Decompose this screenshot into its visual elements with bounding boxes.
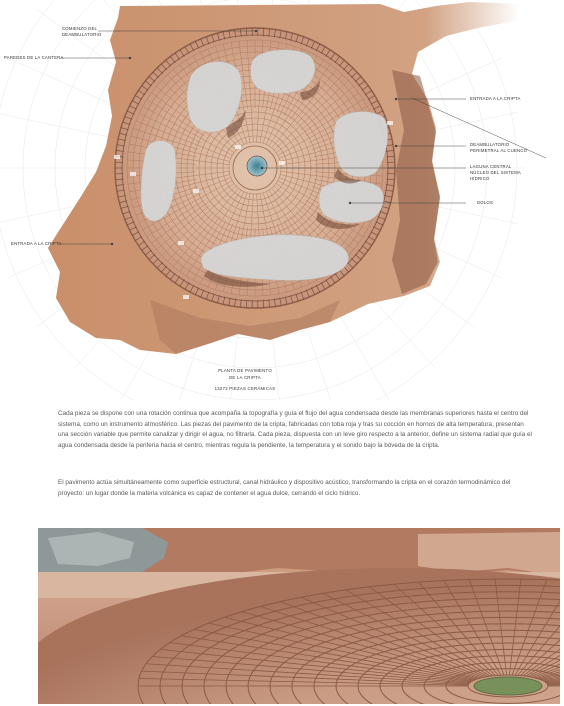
label-perimeter-line2: PERIMETRAL AL CUENCO <box>470 147 528 153</box>
body-paragraph-2: El pavimento actúa simultáneamente como superficie estructural, canal hidráulico y dispositivo acústico, transformando la cripta en el corazón termodinámico del proyecto: un lugar donde la materia volcánica es capaz de contener el agua dulce, cerrando el ciclo hídrico. <box>58 479 511 497</box>
crypt-render-image <box>38 528 560 704</box>
label-dolos: DOLOS <box>477 200 494 205</box>
label-ambulatory-start <box>62 26 101 38</box>
render-lagoon <box>474 677 542 695</box>
caption-line1: PLANTA DE PAVIMENTO <box>218 368 272 373</box>
label-ambulatory-start-line2: DEAMBULATORIO <box>62 31 102 37</box>
label-quarry-walls: PAREDES DE LA CANTERA <box>4 55 64 60</box>
grid-ray <box>8 58 118 107</box>
grid-ray <box>0 112 108 137</box>
caption-line2: DE LA CRIPTA <box>229 374 261 380</box>
label-ambulatory-start-line1: COMIENZO DEL <box>62 26 98 31</box>
quarry-wall-shadow <box>392 70 440 294</box>
label-perimeter-ambulatory <box>470 142 527 154</box>
label-crypt-entrance-right: ENTRADA A LA CRIPTA <box>470 96 521 101</box>
caption-line3: 13272 PIEZAS CERÁMICAS <box>214 385 276 391</box>
label-central-lagoon <box>470 164 521 181</box>
label-crypt-entrance-left: ENTRADA A LA CRIPTA <box>11 241 62 246</box>
label-lagoon-line2: NÚCLEO DEL SISTEMA <box>470 169 521 175</box>
label-perimeter-line1: DEAMBULATORIO <box>470 142 510 147</box>
label-lagoon-line1: LAGUNA CENTRAL <box>470 164 512 169</box>
body-paragraph-1: Cada pieza se dispone con una rotación continua que acompaña la topografía y guía el flujo del agua condensada desde las membranas superiores hasta el centro del sistema, como un instrumento atmosférico. Las piezas del pavimento de la cripta, fabricadas con toba roja y tras su cocción en hornos de alta temperatura, presentan una sección variable que permite canalizar y dirigir el agua, no filtrarla. Cada pieza, dispuesta con un leve giro respecto a la anterior, define un sistema radial que guía el agua condensada desde la periferia hacia el centro, mientras regula la pendiente, la temperatura y el sonido bajo la bóveda de la cripta. <box>58 410 532 449</box>
central-lagoon <box>247 156 267 176</box>
label-lagoon-line3: HÍDRICO <box>470 175 490 181</box>
plan-caption <box>205 368 285 393</box>
